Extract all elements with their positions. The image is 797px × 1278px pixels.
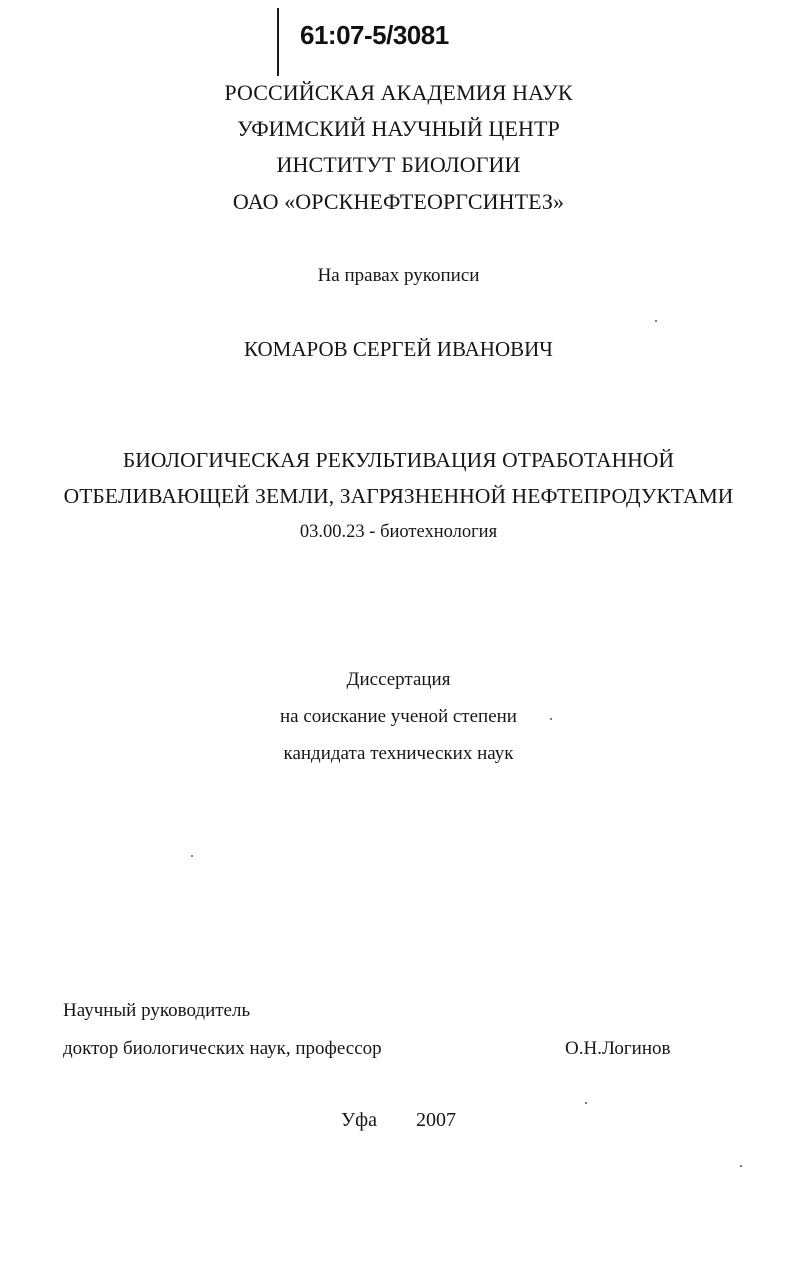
author-name: КОМАРОВ СЕРГЕЙ ИВАНОВИЧ: [244, 337, 553, 361]
supervisor-name: О.Н.Логинов: [565, 1038, 671, 1059]
manuscript-note: На правах рукописи: [317, 265, 480, 286]
scan-speck: [655, 320, 657, 322]
city-year: Уфа 2007: [341, 1109, 456, 1131]
organization-center: УФИМСКИЙ НАУЧНЫЙ ЦЕНТР: [237, 116, 560, 141]
dissertation-field: кандидата технических наук: [283, 743, 514, 764]
organization-company: ОАО «ОРСКНЕФТЕОРГСИНТЕЗ»: [232, 189, 565, 214]
specialty-code: 03.00.23 - биотехнология: [299, 522, 498, 542]
scan-speck: [585, 1102, 587, 1104]
organization-institute: ИНСТИТУТ БИОЛОГИИ: [276, 152, 521, 177]
supervisor-degree: доктор биологических наук, профессор: [63, 1038, 382, 1059]
organization-academy: РОССИЙСКАЯ АКАДЕМИЯ НАУК: [224, 80, 573, 105]
dissertation-degree: на соискание ученой степени: [280, 706, 517, 727]
supervisor-label: Научный руководитель: [63, 1000, 251, 1021]
scan-speck: [740, 1165, 742, 1167]
dissertation-label: Диссертация: [346, 669, 451, 690]
scan-speck: [191, 855, 193, 857]
thesis-title-line-2: ОТБЕЛИВАЮЩЕЙ ЗЕМЛИ, ЗАГРЯЗНЕННОЙ НЕФТЕПРОДУКТАМИ: [63, 484, 734, 508]
archive-stamp-code: 61:07-5/3081: [300, 20, 449, 50]
thesis-title-line-1: БИОЛОГИЧЕСКАЯ РЕКУЛЬТИВАЦИЯ ОТРАБОТАННОЙ: [122, 448, 675, 472]
stamp-vertical-line: [277, 8, 279, 76]
scan-speck: [550, 718, 552, 720]
